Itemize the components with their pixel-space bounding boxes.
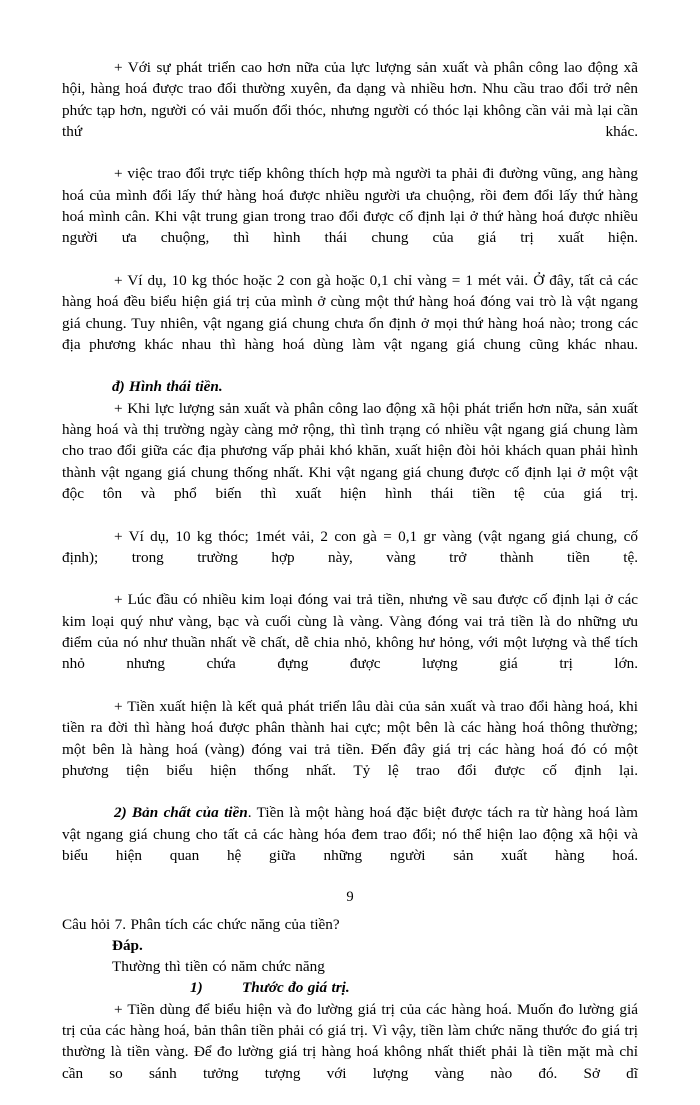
paragraph-3: + Ví dụ, 10 kg thóc hoặc 2 con gà hoặc 0,1 chỉ vàng = 1 mét vải. Ở đây, tất cả các hàng hoá đều biểu hiện giá trị của mình ở cùng một thứ hàng hoá đóng vai trò là vật ngang giá chung. Tuy nhiên, vật ngang giá chung chưa ổn định ở mọi thứ hàng hoá nào; trong các địa phương khác nhau thì hàng hoá dùng làm vật ngang giá chung cũng khác nhau. bbox=[62, 271, 638, 353]
answer-label bbox=[62, 935, 638, 956]
function-item-1-number: 1) bbox=[190, 979, 203, 997]
subheading-hinh-thai-tien-label: đ) Hình thái tiền. bbox=[112, 378, 223, 396]
subheading-ban-chat-cua-tien: 2) Bản chất của tiền bbox=[114, 804, 248, 822]
paragraph-2: + việc trao đổi trực tiếp không thích hợp mà người ta phải đi đường vũng, ang hàng hoá của mình đổi lấy thứ hàng hoá được nhiều người ưa chuộng, rồi đem đổi lấy thứ hàng hoá mình cân. Khi vật trung gian trong trao đổi được cố định lại ở thứ hàng hoá được nhiều người ưa chuộng, thì hình thái chung của giá trị xuất hiện. bbox=[62, 165, 638, 247]
paragraph-7: + Tiền xuất hiện là kết quả phát triển lâu dài của sản xuất và trao đổi hàng hoá, khi tiền ra đời thì hàng hoá được phân thành hai cực; một bên là các hàng hoá thông thường; một bên là hàng hoá (vàng) đóng vai trả tiền. Đến đây giá trị các hàng hoá đó có một phương tiện biểu hiện thống nhất. Tỷ lệ trao đổi được cố định lại. bbox=[62, 697, 638, 779]
paragraph-8-body: . Tiền là một hàng hoá đặc biệt được tách ra từ hàng hoá làm vật ngang giá chung cho tất cả các hàng hóa đem trao đổi; nó thể hiện lao động xã hội và biểu hiện quan hệ giữa những người sản xuất hàng hoá. bbox=[62, 804, 638, 864]
paragraph-5: + Ví dụ, 10 kg thóc; 1mét vải, 2 con gà = 0,1 gr vàng (vật ngang giá chung, cố định); trong trường hợp này, vàng trở thành tiền tệ. bbox=[62, 527, 638, 566]
paragraph-6: + Lúc đầu có nhiều kim loại đóng vai trả tiền, nhưng về sau được cố định lại ở các kim loại quý như vàng, bạc và cuối cùng là vàng. Vàng đóng vai trả tiền là do những ưu điểm của nó như thuần nhất về chất, dễ chia nhỏ, không hư hỏng, với một lượng và thể tích nhỏ nhưng chứa đựng được lượng giá trị lớn. bbox=[62, 591, 638, 673]
answer-intro: Thường thì tiền có năm chức năng bbox=[112, 958, 325, 976]
function-item-1-title: Thước đo giá trị. bbox=[242, 979, 350, 997]
answer-label-text: Đáp. bbox=[112, 936, 143, 954]
page-body bbox=[62, 57, 638, 1105]
paragraph-4: + Khi lực lượng sản xuất và phân công lao động xã hội phát triển hơn nữa, sản xuất hàng hoá và thị trường ngày càng mở rộng, thì tình trạng có nhiều vật ngang giá chung làm cho trao đổi giữa các địa phương vấp phải khó khăn, xuất hiện đòi hỏi khách quan phải hình thành vật ngang giá chung thống nhất. Khi vật ngang giá chung được cố định lại ở một vật độc tôn và phổ biến thì xuất hiện hình thái tiền tệ của giá trị. bbox=[62, 399, 638, 502]
paragraph-8 bbox=[62, 802, 638, 887]
paragraph-1: + Với sự phát triển cao hơn nữa của lực lượng sản xuất và phân công lao động xã hội, hàng hoá được trao đổi thường xuyên, đa dạng và nhiều hơn. Nhu cầu trao đổi trở nên phức tạp hơn, người có vải muốn đổi thóc, nhưng người có thóc lại không cần vải mà lại cần thứ khác. bbox=[62, 59, 638, 140]
function-item-1 bbox=[62, 977, 638, 998]
function-item-1-body: + Tiền dùng để biểu hiện và đo lường giá trị của các hàng hoá. Muốn đo lường giá trị của các hàng hoá, bản thân tiền phải có giá trị. Vì vậy, tiền làm chức năng thước đo giá trị thường là tiền vàng. Để đo lường giá trị hàng hoá không nhất thiết phải là tiền mặt mà chỉ cần so sánh tưởng tượng với lượng vàng nào đó. Sở dĩ bbox=[62, 1000, 638, 1082]
subheading-hinh-thai-tien bbox=[62, 376, 638, 397]
page-number: 9 bbox=[346, 889, 354, 905]
question-heading: Câu hỏi 7. Phân tích các chức năng của tiền? bbox=[62, 915, 340, 933]
